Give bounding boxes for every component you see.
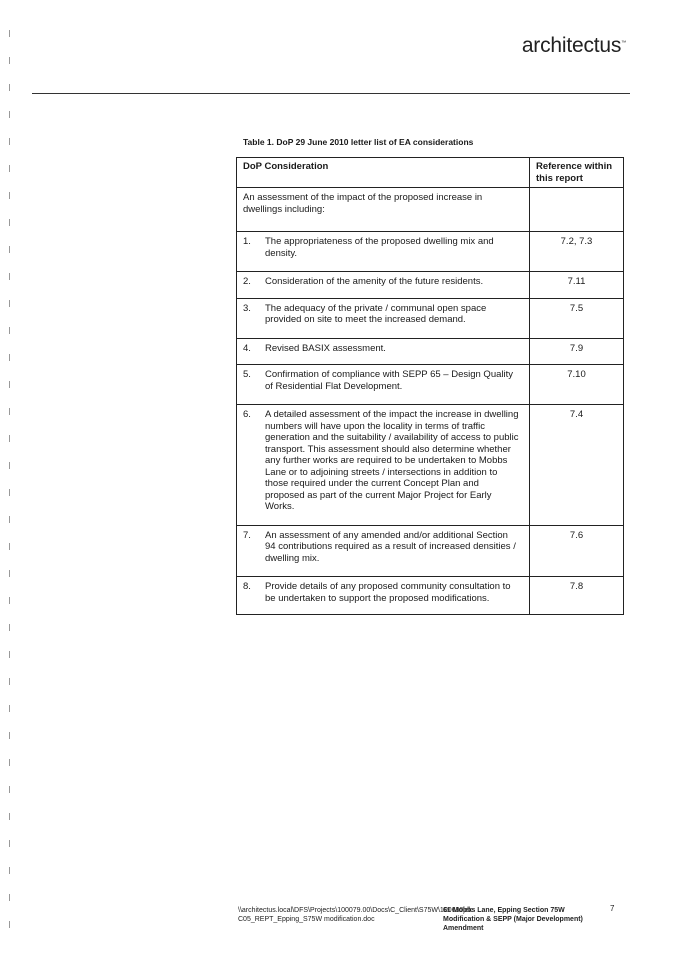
page-number: 7: [610, 904, 615, 913]
table-body: [237, 188, 624, 615]
table-row: [237, 298, 624, 338]
header-rule: [32, 93, 630, 94]
table-row: [237, 365, 624, 405]
item-number: 6.: [243, 409, 251, 420]
item-text: Confirmation of compliance with SEPP 65 – Design Quality of Residential Flat Development.: [265, 369, 514, 392]
item-text: Consideration of the amenity of the future residents.: [265, 276, 484, 287]
logo-text: architectus: [521, 34, 622, 57]
reference-cell: 7.5: [530, 298, 624, 338]
table-row: [237, 272, 624, 299]
table-caption: Table 1. DoP 29 June 2010 letter list of EA considerations: [243, 137, 474, 147]
item-number: 2.: [243, 276, 251, 287]
footer-document-title: 61 Mobbs Lane, Epping Section 75W Modification & SEPP (Major Development) Amendment: [443, 907, 583, 932]
table-row: [237, 232, 624, 272]
item-text: The appropriateness of the proposed dwelling mix and density.: [265, 236, 494, 259]
reference-cell: 7.6: [530, 525, 624, 577]
item-number: 7.: [243, 529, 251, 541]
consideration-cell: [237, 365, 530, 405]
item-text: Revised BASIX assessment.: [265, 342, 386, 354]
item-text: Provide details of any proposed community consultation to be undertaken to support the proposed modifications.: [265, 581, 511, 604]
table-row: [237, 525, 624, 577]
reference-cell: 7.2, 7.3: [530, 232, 624, 272]
binding-margin-marks: [6, 30, 14, 930]
item-number: 1.: [243, 236, 251, 247]
consideration-cell: [237, 525, 530, 577]
consideration-cell: [237, 577, 530, 615]
architectus-logo: [522, 34, 626, 58]
reference-cell: 7.9: [530, 338, 624, 365]
item-number: 4.: [243, 342, 251, 354]
item-text: A detailed assessment of the impact the increase in dwelling numbers will have upon the locality in terms of traffic generation and the suitability / availability of access to public transport. This assessment should also determine whether any further works are required to be undertaken to Mobbs Lane or to adjoining streets / intersections in addition to those required under the current Concept Plan and proposed as part of the current Major Project for Early Works.: [265, 409, 519, 512]
intro-ref-cell: [530, 188, 624, 232]
table-intro-row: [237, 188, 624, 232]
footer-file-path: \\architectus.local\DFS\Projects\100079.00\Docs\C_Client\S75W\100630jek-C05_REPT_Epping_S75W modification.doc: [238, 907, 475, 923]
reference-cell: 7.4: [530, 405, 624, 526]
item-number: 5.: [243, 369, 251, 380]
consideration-cell: [237, 405, 530, 526]
table-row: [237, 338, 624, 365]
table-row: [237, 577, 624, 615]
consideration-cell: [237, 232, 530, 272]
item-number: 8.: [243, 581, 251, 592]
table-header-row: [237, 158, 624, 188]
reference-cell: 7.8: [530, 577, 624, 615]
table-row: [237, 405, 624, 526]
item-text: An assessment of any amended and/or additional Section 94 contributions required as a result of increased densities / dwelling mix.: [265, 529, 516, 564]
ea-considerations-table: [236, 157, 624, 615]
column-header-reference: Reference within this report: [530, 158, 624, 188]
logo-trademark: ™: [621, 40, 626, 46]
consideration-cell: [237, 338, 530, 365]
item-text: The adequacy of the private / communal open space provided on site to meet the increased demand.: [265, 302, 487, 325]
reference-cell: 7.11: [530, 272, 624, 299]
consideration-cell: [237, 272, 530, 299]
consideration-cell: [237, 298, 530, 338]
intro-cell: An assessment of the impact of the proposed increase in dwellings including:: [237, 188, 530, 232]
column-header-consideration: DoP Consideration: [237, 158, 530, 188]
reference-cell: 7.10: [530, 365, 624, 405]
item-number: 3.: [243, 302, 251, 314]
